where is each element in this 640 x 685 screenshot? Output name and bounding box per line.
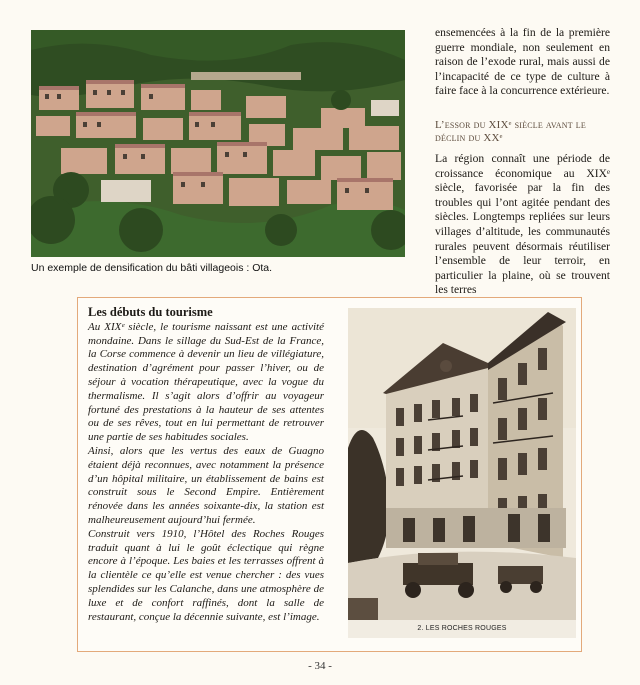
body-paragraph: La région connaît une période de croissance économique au XIXᵉ siècle, favorisée par la fin des troubles qui l’ont agitée pendant des siècles. Longtemps repliées sur leurs villages d’altitude, les communautés rurales peuvent désormais réutiliser l’ensemble de leur terroir, en particulier la plaine, où se trouvent les terres (435, 151, 610, 297)
sidebar-paragraph: Ainsi, alors que les vertus des eaux de Guagno étaient déjà reconnues, avec notamment la présence d’un hôpital militaire, un établissement de bains est construit sous le Second Empire. Entièrement rénovée dans les années soixante-dix, la station est malheureusement aujourd’hui fermée. (88, 444, 324, 526)
body-paragraph: ensemencées à la fin de la première guerre mondiale, non seulement en raison de l’exode rural, mais aussi de l’incapacité de ce type de culture à faire face à la concurrence extérieure. (435, 26, 610, 98)
hotel-postcard-image (348, 308, 576, 638)
postcard-caption: 2. LES ROCHES ROUGES (417, 625, 507, 632)
tourism-sidebar-box (77, 297, 582, 652)
photo-caption: Un exemple de densification du bâti villageois : Ota. (31, 262, 273, 274)
sidebar-title: Les débuts du tourisme (88, 305, 213, 319)
page-number: - 34 - (308, 660, 332, 672)
right-text-column (435, 26, 610, 298)
sidebar-paragraph: Au XIXᵉ siècle, le tourisme naissant est une activité mondaine. Dans le sillage du Sud-Est de la France, la Corse commence à devenir un lieu de villégiature, destination d’agrément pour passer l’hiver, ou de séjour à vocation thérapeutique, avec la vogue du thermalisme. Il s’agit alors d’offrir au voyageur fortuné des prestations à la hauteur de ses attentes ou de ses rêves, tout en lui permettant de retrouver une partie de ses habitudes sociales. (88, 320, 324, 444)
sidebar-paragraph: Construit vers 1910, l’Hôtel des Roches Rouges traduit quant à lui le goût éclectique qui règne encore à l’époque. Les baies et les terrasses offrent à la clientèle ce qu’elle est venue chercher : des vues splendides sur les Calanche, dans une atmosphère de luxe et de confort raffinés, dont la salle de restaurant, conçue la décennie suivante, est l’image. (88, 527, 324, 623)
section-heading: L’essor du XIXᵉ siècle avant le déclin du XXᵉ (435, 118, 586, 144)
sidebar-text (88, 306, 324, 624)
village-photo (31, 30, 405, 257)
